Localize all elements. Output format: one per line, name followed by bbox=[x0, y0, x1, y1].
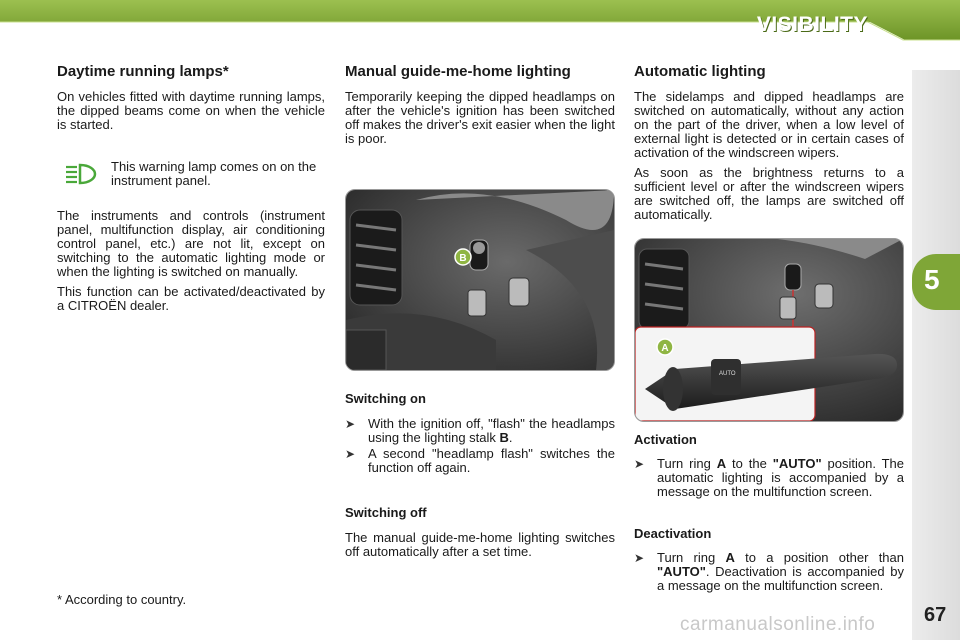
stalk-b-ref: B bbox=[499, 430, 509, 445]
switching-on-bullet-1 bbox=[345, 417, 615, 447]
auto-ref-2: "AUTO" bbox=[657, 564, 706, 579]
switching-on-text-2: A second "headlamp flash" switches the function off again. bbox=[368, 446, 615, 475]
ring-a-ref-2: A bbox=[725, 550, 735, 565]
side-strip bbox=[912, 70, 960, 640]
deactivation-text-mid: to a position other than bbox=[734, 550, 905, 565]
deactivation-text-post: . Deactivation is accompanied by a message on the multifunction screen. bbox=[657, 564, 904, 593]
arrow-bullet-icon: ➤ bbox=[345, 417, 356, 431]
ring-a-ref: A bbox=[716, 456, 727, 471]
activation-text-mid: to the bbox=[726, 456, 773, 471]
daytime-body bbox=[57, 209, 325, 319]
automatic-lighting-heading: Automatic lighting bbox=[634, 63, 766, 80]
switching-off-heading: Switching off bbox=[345, 505, 427, 520]
activation-heading: Activation bbox=[634, 432, 697, 447]
automatic-para2: As soon as the brightness returns to a sufficient level or after the windscreen wipers are switched off, the lamps are switched off automatically. bbox=[634, 165, 904, 222]
activation-bullet bbox=[634, 457, 904, 513]
daytime-intro-text: On vehicles fitted with daytime running lamps, the dipped beams come on when the vehicle is started. bbox=[57, 89, 325, 132]
auto-ref: "AUTO" bbox=[772, 456, 822, 471]
svg-text:AUTO: AUTO bbox=[719, 371, 736, 377]
footnote: * According to country. bbox=[57, 592, 187, 607]
arrow-bullet-icon: ➤ bbox=[634, 457, 645, 471]
arrow-bullet-icon: ➤ bbox=[345, 447, 356, 461]
dealer-para: This function can be activated/deactivated by a CITROËN dealer. bbox=[57, 284, 325, 313]
guide-me-home-heading: Manual guide-me-home lighting bbox=[345, 63, 571, 80]
activation-text-post: position. The automatic lighting is accompanied by a message on the multifunction screen. bbox=[657, 456, 904, 499]
switching-on-text-1-end: . bbox=[508, 430, 513, 445]
arrow-bullet-icon: ➤ bbox=[634, 551, 645, 565]
warning-lamp-text: This warning lamp comes on on the instrument panel. bbox=[111, 159, 317, 188]
daytime-intro bbox=[57, 90, 325, 138]
guide-me-home-intro-text: Temporarily keeping the dipped headlamps on after the vehicle's ignition has been switched off makes the driver's exit easier when the light is poor. bbox=[345, 89, 615, 146]
guide-me-home-intro bbox=[345, 90, 615, 152]
switching-on-heading: Switching on bbox=[345, 391, 426, 406]
automatic-intro-text: The sidelamps and dipped headlamps are switched on automatically, without any action on the part of the driver, when a low level of external light is detected or in certain cases of activation of the windscreen wipers. bbox=[634, 89, 904, 160]
deactivation-heading: Deactivation bbox=[634, 526, 712, 541]
lighting-stalk-photo bbox=[345, 189, 615, 371]
daytime-lamps-heading: Daytime running lamps* bbox=[57, 63, 229, 80]
callout-a-label: A bbox=[661, 343, 669, 354]
page-number: 67 bbox=[924, 604, 947, 626]
chapter-tab[interactable] bbox=[912, 254, 960, 310]
watermark: carmanualsonline.info bbox=[680, 614, 876, 635]
lighting-ring-photo bbox=[634, 238, 904, 422]
page-title: VISIBILITY bbox=[756, 13, 868, 36]
warning-lamp-note bbox=[111, 160, 327, 194]
switching-on-text-1: With the ignition off, "flash" the headlamps using the lighting stalk bbox=[368, 416, 615, 445]
switching-on-bullet-2 bbox=[345, 447, 615, 477]
deactivation-bullet bbox=[634, 551, 904, 607]
switching-off-text: The manual guide-me-home lighting switches off automatically after a set time. bbox=[345, 530, 615, 559]
switching-off-body bbox=[345, 531, 615, 565]
instruments-para: The instruments and controls (instrument panel, multifunction display, air conditioning control panel, etc.) are not lit, except on switching to the automatic lighting mode or when the lighting is switched on manually. bbox=[57, 208, 325, 279]
activation-text-pre: Turn ring bbox=[657, 456, 717, 471]
callout-b-label: B bbox=[459, 253, 467, 264]
daytime-lamp-warning-icon bbox=[62, 162, 98, 186]
automatic-body bbox=[634, 90, 904, 228]
chapter-number: 5 bbox=[924, 264, 940, 295]
deactivation-text-pre: Turn ring bbox=[657, 550, 726, 565]
